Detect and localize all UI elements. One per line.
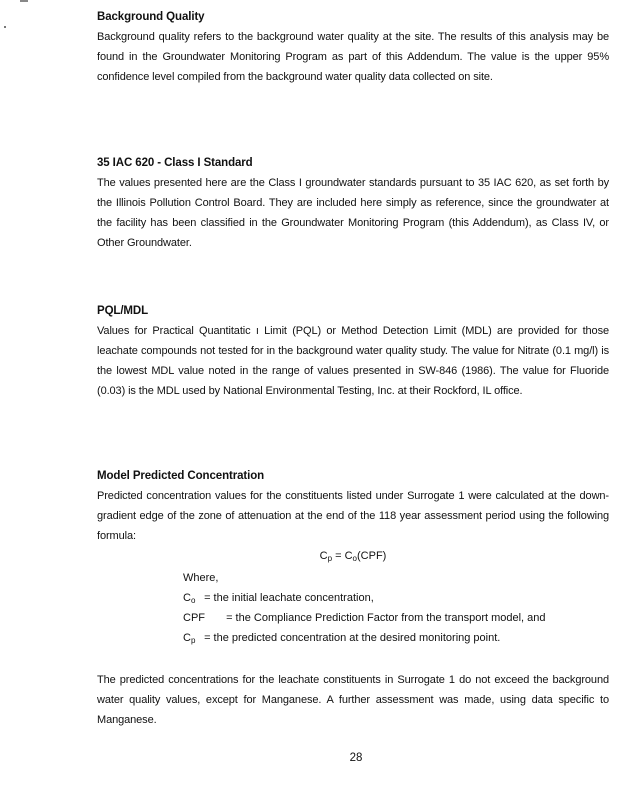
definition-text: = the predicted concentration at the desired monitoring point.: [204, 632, 501, 644]
definition-symbol: CPF: [183, 612, 205, 624]
section-heading: Model Predicted Concentration: [97, 470, 265, 482]
formula-definitions: [183, 568, 613, 648]
section-paragraph: Background quality refers to the background water quality at the site. The results of this analysis may be found in the Groundwater Monitoring Program as part of this Addendum. The value is the upper 95% confidence level compiled from the background water quality data collected on site.: [97, 31, 609, 83]
formula: [97, 546, 609, 566]
scan-artifact: [4, 26, 6, 28]
section-model-predicted: [97, 466, 609, 546]
formula-lhs-sub: p: [327, 554, 333, 563]
section-pql-mdl: [97, 301, 609, 401]
definition-text: = the initial leachate concentration,: [204, 592, 374, 604]
formula-rhs-sub: o: [352, 554, 357, 563]
definition-row: [183, 608, 613, 628]
definition-text: = the Compliance Prediction Factor from the transport model, and: [226, 612, 546, 624]
definition-symbol: $C_p$: [183, 632, 196, 645]
page-number: 28: [349, 752, 363, 764]
definition-row: [183, 588, 613, 608]
section-paragraph: Predicted concentration values for the constituents listed under Surrogate 1 were calculated at the down-gradient edge of the zone of attenuation at the end of the 118 year assessment period using the following formula:: [97, 490, 609, 542]
definition-row: [183, 628, 613, 648]
formula-block: [97, 546, 609, 566]
section-paragraph: The predicted concentrations for the leachate constituents in Surrogate 1 do not exceed the background water quality values, except for Manganese. A further assessment was made, using data specific to Manganese.: [97, 674, 609, 726]
formula-rhs-tail: (CPF): [357, 550, 387, 562]
section-heading: PQL/MDL: [97, 305, 149, 317]
section-background-quality: [97, 7, 609, 87]
formula-eq: = C: [332, 550, 353, 562]
definition-symbol: $C_o$: [183, 592, 196, 605]
section-class-standard: [97, 153, 609, 253]
section-model-closing: [97, 670, 609, 730]
scan-artifact: [20, 0, 28, 2]
section-heading: 35 IAC 620 - Class I Standard: [97, 157, 253, 169]
formula-lhs: C: [319, 550, 328, 562]
section-paragraph: Values for Practical Quantitatic ı Limit (PQL) or Method Detection Limit (MDL) are provided for those leachate compounds not tested for in the background water quality study. The value for Nitrate (0.1 mg/l) is the lowest MDL value noted in the range of values presented in SW-846 (1986). The value for Fluoride (0.03) is the MDL used by National Environmental Testing, Inc. at their Rockford, IL office.: [97, 325, 609, 397]
section-heading: Background Quality: [97, 11, 205, 23]
where-label: Where,: [183, 572, 219, 584]
section-paragraph: The values presented here are the Class I groundwater standards pursuant to 35 IAC 620, as set forth by the Illinois Pollution Control Board. They are included here simply as reference, since the groundwater at the facility has been classified in the Groundwater Monitoring Program (this Addendum), as Class IV, or Other Groundwater.: [97, 177, 609, 249]
